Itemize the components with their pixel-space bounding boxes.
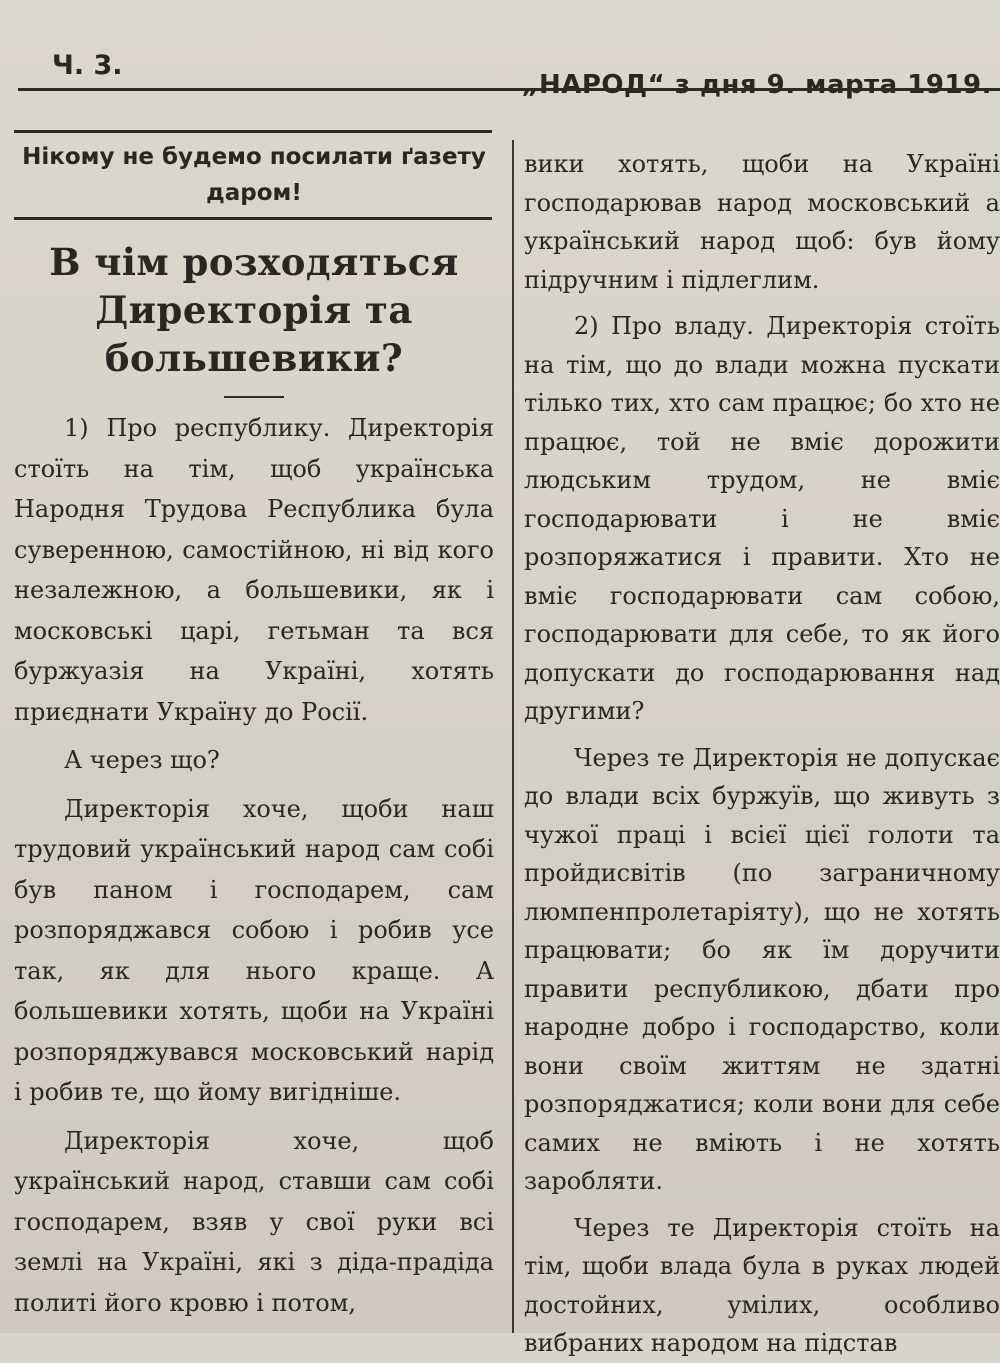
paragraph: вики хотять, щоби на Україні господарював народ московський а український народ щоб: був йому підручним і підлеглим. [524,150,1000,294]
headline-divider [224,396,284,398]
column-divider [512,140,514,1333]
dateline: „НАРОД“ з дня 9. марта 1919. [521,70,992,100]
paragraph: 1) Про республику. Директорія стоїть на тім, щоб українська Народня Трудова Республика була суверенною, самостійною, ні від кого незалежною, а большевики, як і московські царі, гетьман та вся буржуазія на Україні, хотять приєднати Україну до Росії. [14,414,494,726]
page-number: Ч. 3. [52,50,123,81]
notice-bottom-rule [14,217,492,220]
page-header [52,50,992,100]
right-column [524,145,1000,1363]
header-rule [18,88,1000,91]
paragraph: 2) Про владу. Директорія стоїть на тім, що до влади можна пускати тілько тих, хто сам працює; бо хто не працює, той не вміє дорожити людським трудом, не вміє господарювати і не вміє розпоряжатися і правити. Хто не вміє господарювати сам собою, господарювати для себе, то як його допускати до господарювання над другими? [524,312,1000,725]
paragraph: Через те Директорія не допускає до влади всіх буржуїв, що живуть з чужої праці і всієї цієї голоти та пройдисвітів (по заграничному люмпенпролетаріяту), що не хотять працювати; бо як їм доручити правити республикою, дбати про народне добро і господарство, коли вони своїм життям не здатні розпоряджатися; коли вони для себе самих не вміють і не хотять заробляти. [524,743,1000,1195]
left-column [14,130,494,1323]
paragraph: Через те Директорія стоїть на тім, щоби влада була в руках людей достойних, умілих, особливо вибраних народом на підстав [524,1213,1000,1357]
paragraph: Директорія хоче, щоби наш трудовий український народ сам собі був паном і господарем, сам розпоряджався собою і робив усе так, як для нього краще. А большевики хотять, щоби на Україні розпоряджувався московський нарід і робив те, що йому вигідніше. [14,794,494,1106]
article-headline: В чім розходяться Директорія та большевики? [49,240,459,380]
paragraph: Директорія хоче, щоб український народ, ставши сам собі господарем, взяв у свої руки всі землі на Україні, які з діда-прадіда политі його кровю і потом, [14,1126,494,1317]
paragraph: А через що? [64,746,220,774]
notice-banner: Нікому не будемо посилати ґазету даром! [22,144,486,206]
